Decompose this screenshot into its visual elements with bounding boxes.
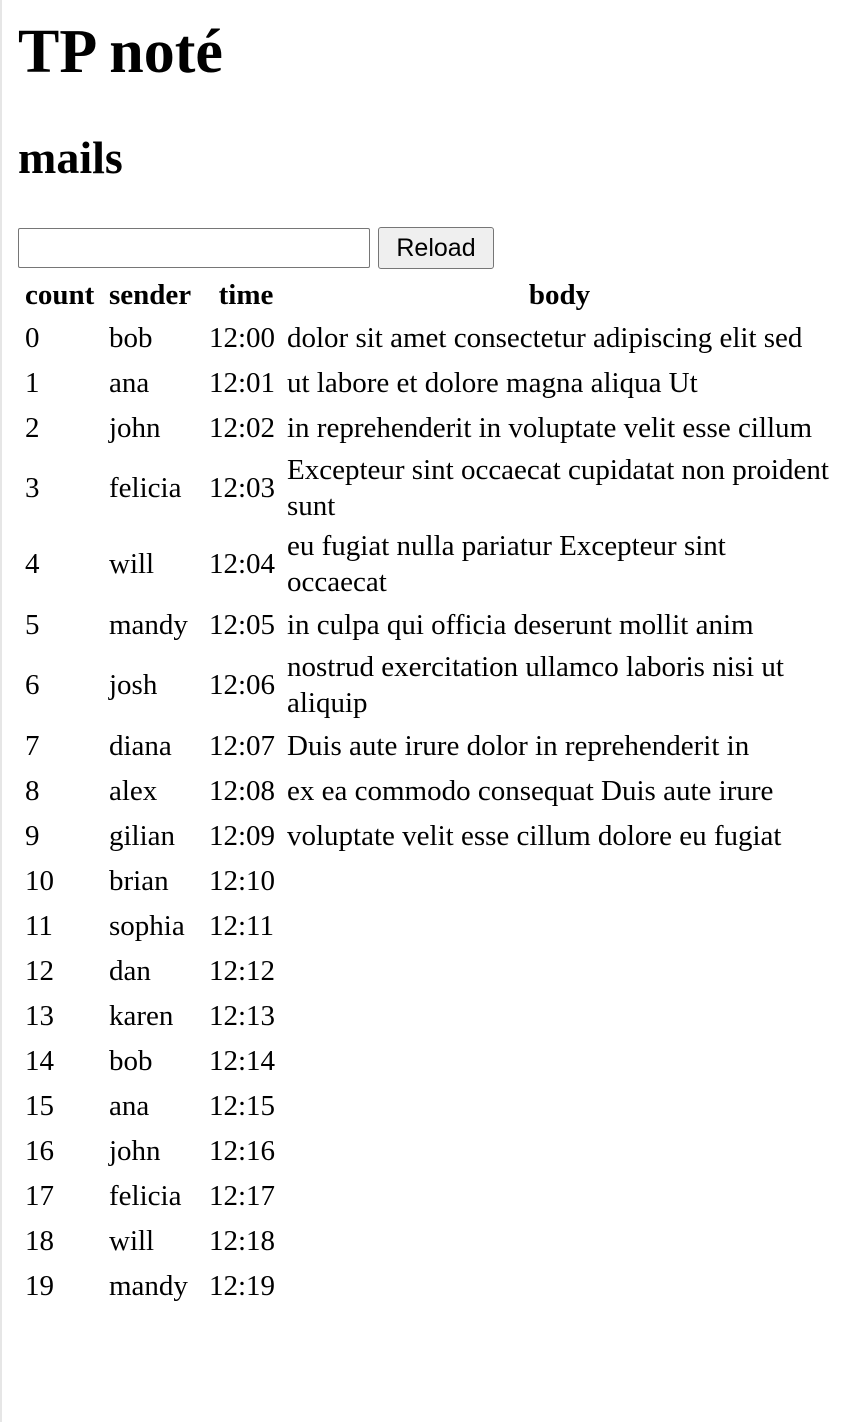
cell-count: 8 bbox=[25, 774, 40, 807]
cell-count: 14 bbox=[25, 1044, 54, 1077]
cell-body bbox=[286, 1129, 833, 1172]
cell-sender: felicia bbox=[109, 472, 182, 504]
header-sender: sender bbox=[109, 279, 192, 311]
cell-body bbox=[286, 994, 833, 1037]
cell-sender: ana bbox=[109, 366, 150, 399]
cell-time: 12:16 bbox=[209, 1134, 276, 1167]
cell-time: 12:03 bbox=[209, 472, 276, 504]
cell-time: 12:07 bbox=[209, 729, 276, 762]
cell-sender: bob bbox=[109, 1044, 153, 1077]
table-row bbox=[24, 769, 833, 812]
table-row bbox=[24, 648, 833, 722]
table-row bbox=[24, 361, 833, 404]
table-row bbox=[24, 1219, 833, 1262]
cell-body bbox=[286, 1264, 833, 1307]
cell-time: 12:17 bbox=[209, 1179, 276, 1212]
cell-sender: will bbox=[109, 1224, 155, 1257]
cell-time: 12:19 bbox=[209, 1269, 276, 1302]
table-row bbox=[24, 1084, 833, 1127]
cell-sender: will bbox=[109, 548, 155, 580]
cell-sender: dan bbox=[109, 954, 151, 987]
cell-sender: sophia bbox=[109, 909, 185, 942]
cell-sender: brian bbox=[109, 864, 169, 897]
cell-body bbox=[286, 1219, 833, 1262]
cell-body: eu fugiat nulla pariatur Excepteur sint occaecat bbox=[287, 530, 726, 598]
cell-count: 17 bbox=[25, 1179, 54, 1212]
cell-count: 10 bbox=[25, 864, 54, 897]
cell-sender: mandy bbox=[109, 608, 188, 641]
cell-body: ex ea commodo consequat Duis aute irure bbox=[287, 774, 774, 807]
cell-time: 12:01 bbox=[209, 366, 276, 399]
cell-count: 6 bbox=[25, 669, 40, 701]
cell-time: 12:04 bbox=[209, 548, 276, 580]
cell-sender: john bbox=[109, 1134, 161, 1167]
cell-body bbox=[286, 904, 833, 947]
cell-body bbox=[286, 1084, 833, 1127]
cell-body: Excepteur sint occaecat cupidatat non proident sunt bbox=[287, 454, 829, 522]
mails-table-body bbox=[24, 316, 833, 1307]
cell-time: 12:13 bbox=[209, 999, 276, 1032]
cell-count: 16 bbox=[25, 1134, 54, 1167]
cell-count: 11 bbox=[25, 909, 53, 942]
table-row bbox=[24, 814, 833, 857]
cell-body: in reprehenderit in voluptate velit esse cillum bbox=[287, 411, 813, 444]
cell-count: 1 bbox=[25, 366, 40, 399]
cell-sender: alex bbox=[109, 774, 158, 807]
reload-button[interactable]: Reload bbox=[378, 227, 494, 269]
header-time: time bbox=[218, 279, 274, 311]
mails-table bbox=[22, 274, 835, 1309]
cell-count: 4 bbox=[25, 548, 40, 580]
cell-count: 5 bbox=[25, 608, 40, 641]
cell-time: 12:08 bbox=[209, 774, 276, 807]
table-row bbox=[24, 724, 833, 767]
cell-time: 12:14 bbox=[209, 1044, 276, 1077]
cell-sender: gilian bbox=[109, 819, 176, 852]
cell-body bbox=[286, 1174, 833, 1217]
cell-time: 12:15 bbox=[209, 1089, 276, 1122]
cell-sender: josh bbox=[109, 669, 158, 701]
header-body: body bbox=[528, 279, 591, 311]
cell-count: 12 bbox=[25, 954, 54, 987]
page-left-border bbox=[0, 0, 2, 1422]
table-row bbox=[24, 603, 833, 646]
cell-sender: mandy bbox=[109, 1269, 188, 1302]
cell-count: 9 bbox=[25, 819, 40, 852]
cell-sender: karen bbox=[109, 999, 174, 1032]
cell-time: 12:06 bbox=[209, 669, 276, 701]
cell-time: 12:10 bbox=[209, 864, 276, 897]
cell-time: 12:00 bbox=[209, 321, 276, 354]
cell-count: 19 bbox=[25, 1269, 54, 1302]
cell-count: 15 bbox=[25, 1089, 54, 1122]
table-row bbox=[24, 527, 833, 601]
table-row bbox=[24, 1129, 833, 1172]
cell-sender: bob bbox=[109, 321, 153, 354]
cell-sender: felicia bbox=[109, 1179, 182, 1212]
cell-body: dolor sit amet consectetur adipiscing elit sed bbox=[287, 321, 803, 354]
cell-sender: ana bbox=[109, 1089, 150, 1122]
cell-body: in culpa qui officia deserunt mollit anim bbox=[287, 608, 754, 641]
table-row bbox=[24, 949, 833, 992]
mail-filter-input[interactable] bbox=[18, 228, 370, 268]
table-row bbox=[24, 316, 833, 359]
table-row bbox=[24, 451, 833, 525]
table-row bbox=[24, 1174, 833, 1217]
page-title: TP noté bbox=[18, 18, 223, 86]
cell-count: 0 bbox=[25, 321, 40, 354]
cell-count: 2 bbox=[25, 411, 40, 444]
table-row bbox=[24, 1039, 833, 1082]
cell-body: ut labore et dolore magna aliqua Ut bbox=[287, 366, 698, 399]
cell-count: 18 bbox=[25, 1224, 54, 1257]
cell-body: nostrud exercitation ullamco laboris nisi ut aliquip bbox=[287, 651, 784, 719]
cell-sender: diana bbox=[109, 729, 172, 762]
table-row bbox=[24, 1264, 833, 1307]
cell-count: 13 bbox=[25, 999, 54, 1032]
table-header-row bbox=[24, 276, 833, 314]
mail-controls bbox=[18, 226, 494, 270]
table-row bbox=[24, 904, 833, 947]
cell-time: 12:05 bbox=[209, 608, 276, 641]
section-title: mails bbox=[18, 132, 123, 183]
cell-time: 12:11 bbox=[209, 909, 274, 942]
cell-count: 3 bbox=[25, 472, 40, 504]
table-row bbox=[24, 859, 833, 902]
cell-time: 12:18 bbox=[209, 1224, 276, 1257]
cell-body bbox=[286, 859, 833, 902]
header-count: count bbox=[25, 279, 95, 311]
table-row bbox=[24, 406, 833, 449]
cell-body bbox=[286, 949, 833, 992]
cell-time: 12:09 bbox=[209, 819, 276, 852]
cell-time: 12:02 bbox=[209, 411, 276, 444]
cell-body bbox=[286, 1039, 833, 1082]
cell-time: 12:12 bbox=[209, 954, 276, 987]
cell-body: voluptate velit esse cillum dolore eu fugiat bbox=[287, 819, 782, 852]
cell-sender: john bbox=[109, 411, 161, 444]
cell-body: Duis aute irure dolor in reprehenderit in bbox=[287, 729, 750, 762]
table-row bbox=[24, 994, 833, 1037]
cell-count: 7 bbox=[25, 729, 40, 762]
